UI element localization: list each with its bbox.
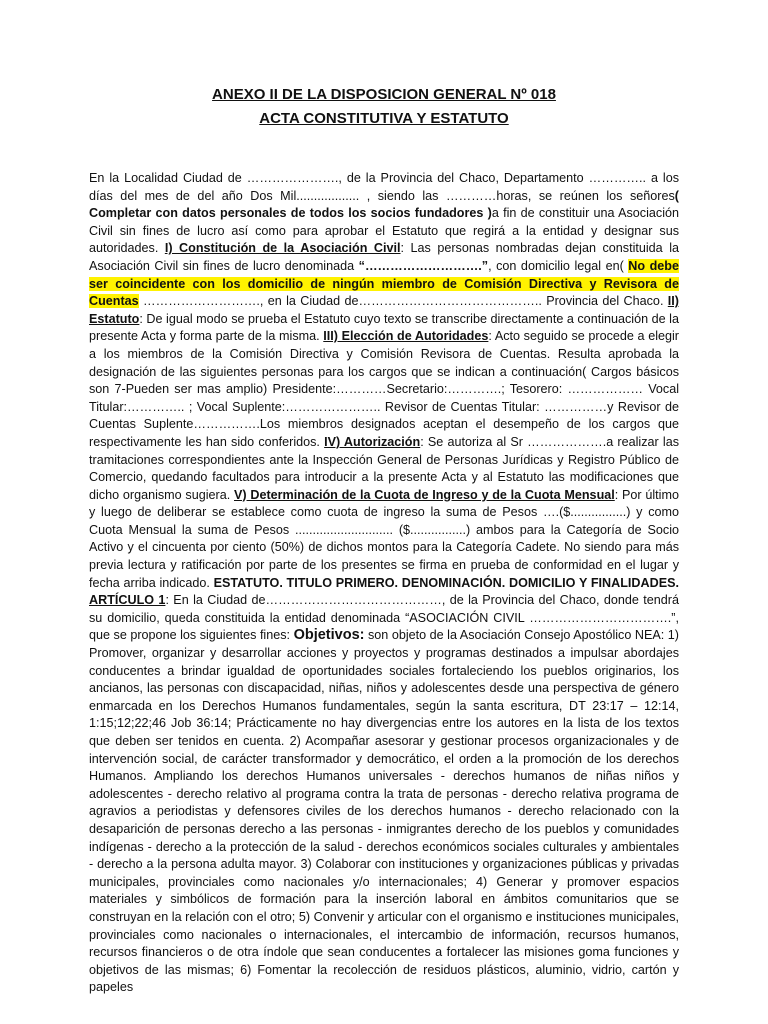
section-heading: I) Constitución de la Asociación Civil — [164, 241, 401, 256]
statute-heading: ESTATUTO. TITULO PRIMERO. DENOMINACIÓN. DOMICILIO Y FINALIDADES. — [213, 575, 679, 590]
text-run: : Por último y luego de deliberar se establece como cuota de ingreso la suma de Pesos ….($................) y como Cuota Mensual la suma de Pesos ............................ ($................) ambos para la Categoría de Socio Activo y el cincuenta por ciento (50%) de dichos montos para la Categoría Cadete. No siendo para más previa lectura y ratificación por parte de los presentes se firma en prueba de conformidad en el lugar y fecha arriba indicado. — [89, 487, 679, 590]
text-run: En la Localidad Ciudad de …………………., de la Provincia del Chaco, Departamento ………….. a los días del mes de del año Dos Mil.................. , siendo las …………horas, se reúnen los señores — [89, 171, 679, 203]
section-heading: II) Estatuto — [89, 294, 679, 326]
act-title: ACTA CONSTITUTIVA Y ESTATUTO — [259, 110, 509, 127]
text-run: : En la Ciudad de……………………………………, de la Provincia del Chaco, donde tendrá su domicilio, queda constituida la entidad denominada “ASOCIACIÓN CIVIL …………………………….”, que se propone los siguientes fines: — [89, 593, 679, 643]
text-run: a fin de constituir una Asociación Civil sin fines de lucro así como para aprobar el Estatuto que regirá a la entidad y designar sus autoridades. — [89, 206, 679, 256]
text-run: : Acto seguido se procede a elegir a los miembros de la Comisión Directiva y Comisión Revisora de Cuentas. Resulta aprobada la designación de las siguientes personas para los cargos que se indican a continuación( Cargos básicos son 7-Pueden ser mas amplio) Presidente:…………Secretario:………….; Tesorero: ……………… Vocal Titular:………….. ; Vocal Suplente:………………….. Revisor de Cuentas Titular: ……………y Revisor de Cuentas Suplente…………….Los miembros designados aceptan el desempeño de los cargos que respectivamente les han sido conferidos. — [89, 329, 679, 449]
founders-instruction: ( Completar con datos personales de todos los socios fundadores ) — [89, 188, 679, 221]
section-heading: III) Elección de Autoridades — [323, 329, 489, 344]
text-run: : De igual modo se prueba el Estatuto cuyo texto se transcribe directamente a continuación de la presente Acta y forma parte de la misma. — [89, 311, 679, 344]
highlighted-note: No debe ser coincidente con los domicilio de ningún miembro de Comisión Directiva y Revisora de Cuentas — [89, 258, 679, 309]
text-run: son objeto de la Asociación Consejo Apostólico NEA: 1) Promover, organizar y desarrollar acciones y proyectos y programas destinados a impulsar abordajes conducentes a brindar igualdad de oportunidades sociales fortaleciendo los pueblos originarios, los ancianos, las personas con discapacidad, niñas, niños y adolescentes desde una perspectiva de género enmarcada en los Derechos Humanos fundamentales, según la santa escritura, DT 23:17 – 12:14, 1:15;12;22;46 Job 36:14; Prácticamente no hay divergencias entre los autores en la lista de los textos que deben ser tenidos en cuenta. 2) Acompañar asesorar y gestionar procesos organizacionales y de intervención social, de carácter transformador y democrático, el orden a la promoción de los derechos Humanos. Ampliando los derechos Humanos universales - derechos humanos de niñas niños y adolescentes - derecho relativo al programa contra la trata de personas - derecho relativa programa de agravios a periodistas y defensores civiles de los derechos humanos - derecho relacionado con la desaparición de personas derecho a las personas - inmigrantes derecho de los pueblos y comunidades indígenas - derecho a la protección de la salud - derechos económicos sociales culturales y ambientales - derecho a la persona adulta mayor. 3) Colaborar con instituciones y organizaciones públicas y privadas municipales, provinciales como nacionales y/o internacionales; 4) Generar y promover espacios materiales y simbólicos de formación para la inserción laboral en ámbitos comunitarios que se construyan en la relación con el otro; 5) Convenir y articular con el organismo e instituciones municipales, provinciales como nacionales o internacionales, el intercambio de información, recursos humanos, recursos financieros o de otra índole que sean conducentes a fortalecer las misiones goma funciones y objetivos de las mismas; 6) Fomentar la recolección de residuos plásticos, aluminio, vidrio, cartón y papeles — [89, 628, 679, 995]
body-paragraph — [89, 170, 679, 997]
section-heading: V) Determinación de la Cuota de Ingreso y de la Cuota Mensual — [234, 487, 615, 502]
document-body — [89, 170, 679, 997]
objectives-heading: Objetivos: — [293, 627, 365, 644]
text-run: : Las personas nombradas dejan constituida la Asociación Civil sin fines de lucro denominada — [89, 241, 679, 273]
section-heading: IV) Autorización — [324, 434, 421, 449]
name-placeholder: “……………………….” — [358, 258, 489, 273]
text-run: : Se autoriza al Sr ……………….a realizar las tramitaciones correspondientes ante la Inspección General de Personas Jurídicas y Registro Público de Comercio, quedando facultados para introducir a la presente Acta y al Estatuto las modificaciones que dicho organismo sugiera. — [89, 434, 679, 502]
document-header — [0, 84, 768, 130]
annex-title: ANEXO II DE LA DISPOSICION GENERAL Nº 018 — [212, 86, 556, 103]
article-heading: ARTÍCULO 1 — [89, 593, 166, 608]
text-run: , con domicilio legal en( — [488, 258, 629, 273]
text-run: ………………………., en la Ciudad de…………………………………….. Provincia del Chaco. — [138, 294, 668, 309]
